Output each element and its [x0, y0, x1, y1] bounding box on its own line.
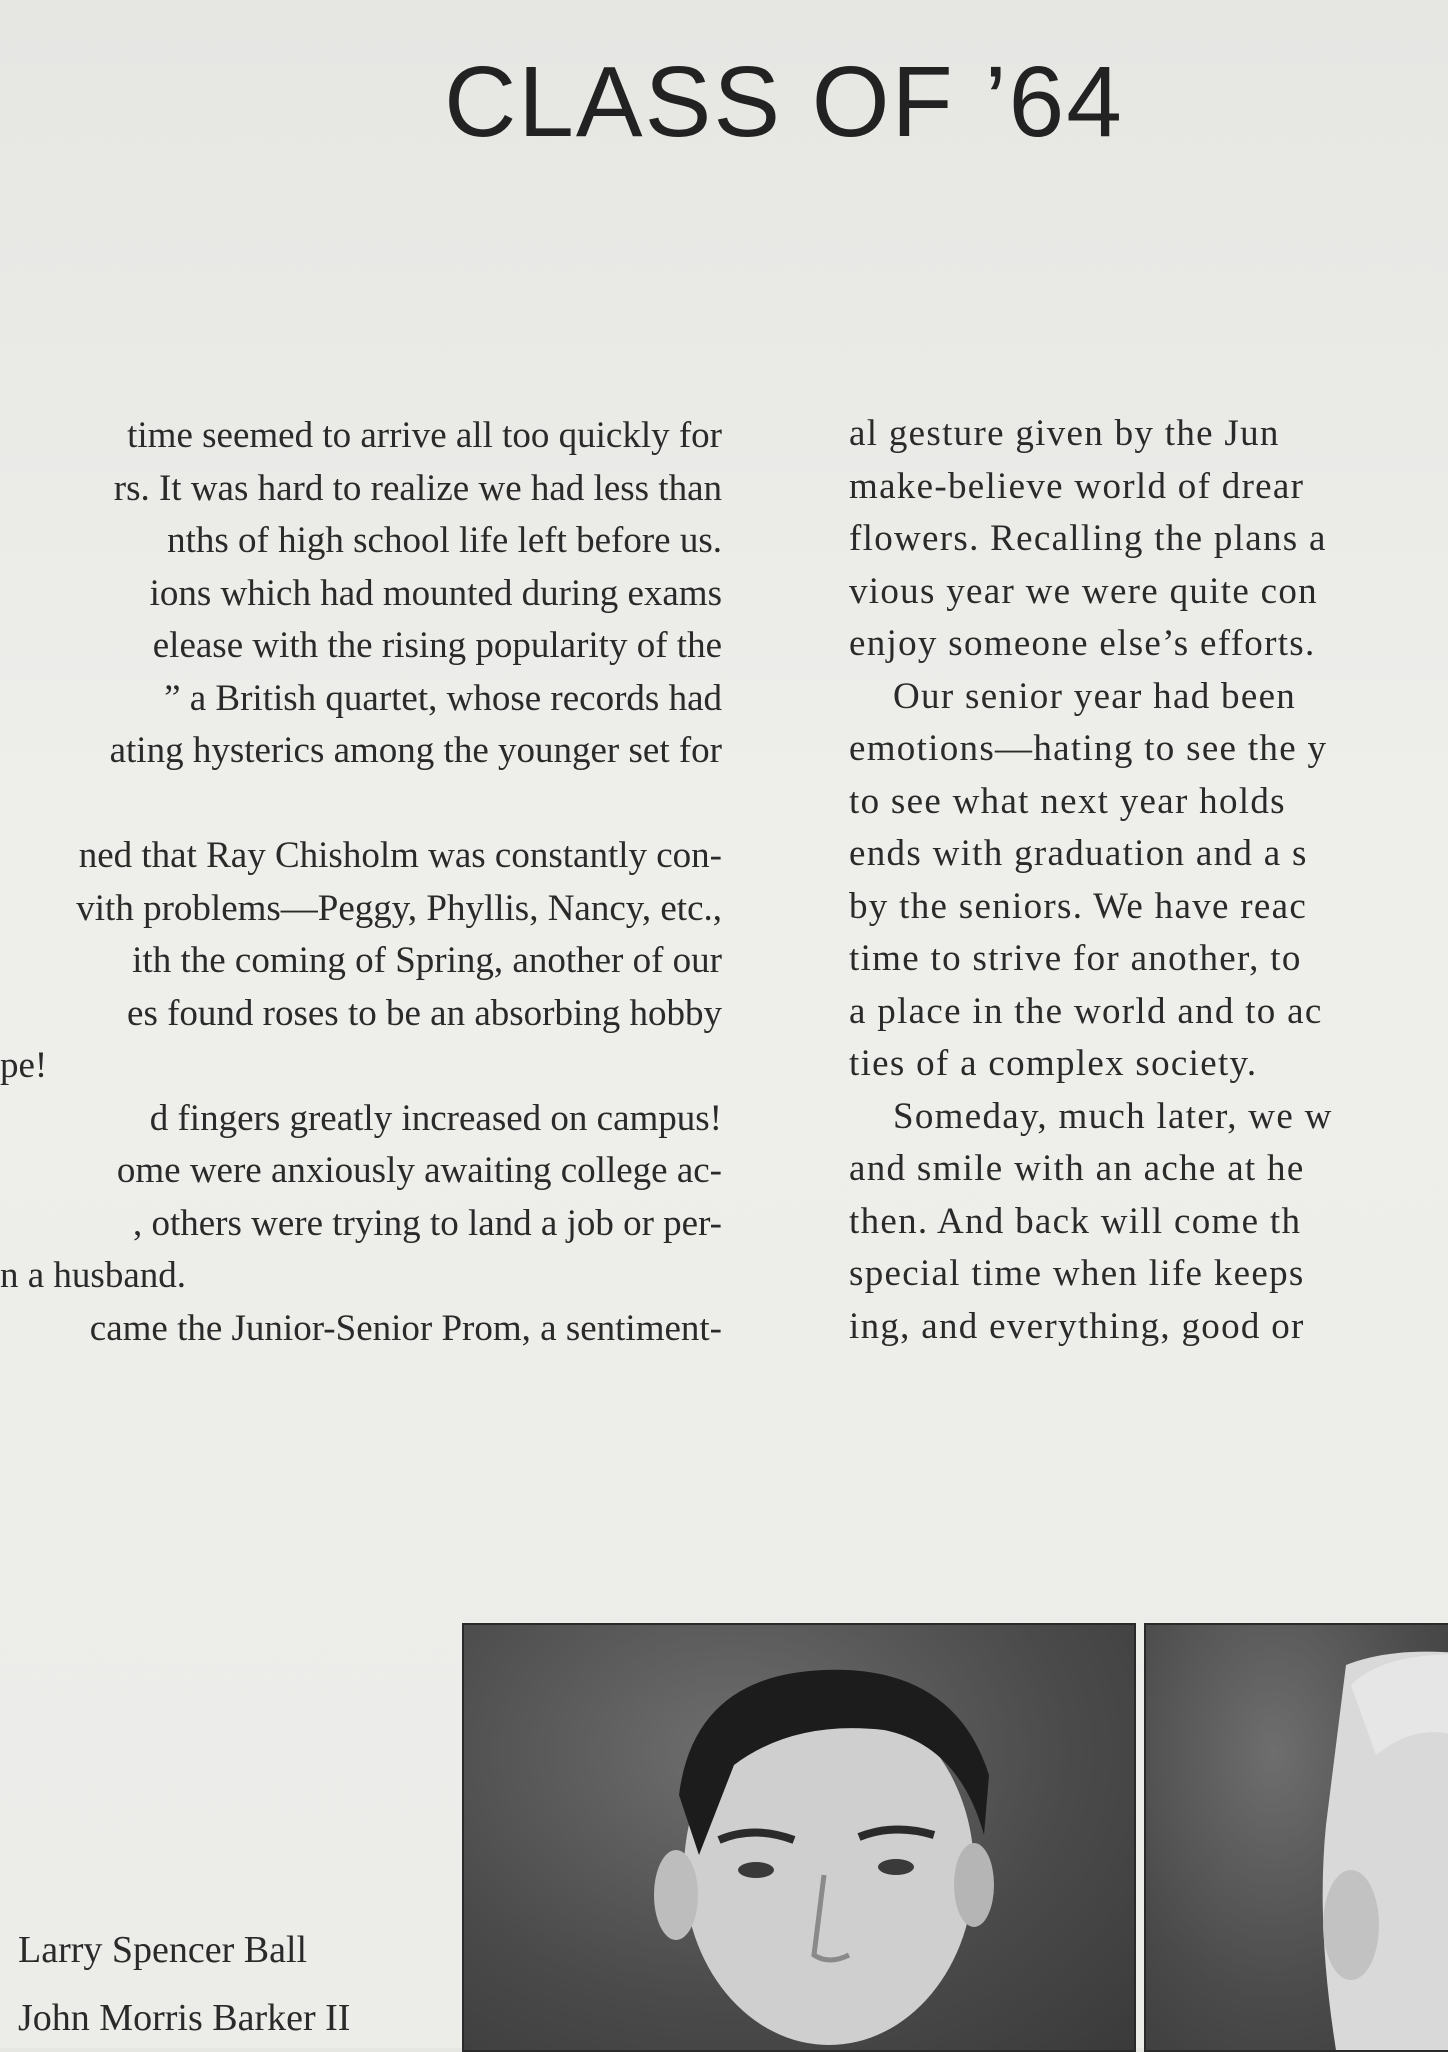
text-line: ” a British quartet, whose records had: [164, 677, 722, 719]
senior-name: John Morris Barker II: [18, 1997, 351, 2039]
text-line: es found roses to be an absorbing hobby: [127, 992, 722, 1034]
senior-names-list: [18, 1916, 350, 2052]
text-line: n a husband.: [0, 1255, 186, 1296]
text-line: special time when life keeps: [849, 1253, 1305, 1294]
senior-portrait-photo: [462, 1623, 1136, 2052]
text-line: al gesture given by the Jun: [849, 413, 1280, 454]
text-line: vious year we were quite con: [849, 570, 1318, 612]
text-line: and smile with an ache at he: [849, 1148, 1305, 1189]
text-line: then. And back will come th: [849, 1200, 1302, 1242]
text-line: enjoy someone else’s efforts.: [849, 623, 1316, 664]
text-line: to see what next year holds: [849, 780, 1286, 822]
text-line: emotions—hating to see the y: [849, 728, 1328, 769]
left-text-column: [0, 410, 722, 1355]
text-line: ions which had mounted during exams: [149, 572, 722, 614]
text-line: ith the coming of Spring, another of our: [132, 940, 722, 981]
text-line: came the Junior-Senior Prom, a sentiment-: [89, 1307, 722, 1349]
text-line: time to strive for another, to: [849, 938, 1302, 979]
text-line: nths of high school life left before us.: [167, 520, 722, 561]
text-line: Someday, much later, we w: [893, 1095, 1333, 1137]
text-line: Our senior year had been: [893, 675, 1297, 717]
page-title: CLASS OF ’64: [444, 46, 1124, 158]
text-line: a place in the world and to ac: [849, 990, 1323, 1032]
text-line: ties of a complex society.: [849, 1043, 1258, 1084]
text-line: pe!: [0, 1045, 48, 1086]
portrait-illustration: [1146, 1625, 1448, 2050]
text-line: ome were anxiously awaiting college ac-: [116, 1150, 722, 1191]
text-line: ned that Ray Chisholm was constantly con-: [78, 835, 722, 876]
portrait-illustration: [464, 1625, 1134, 2050]
senior-name: Larry Spencer Ball: [18, 1929, 308, 1971]
text-line: rs. It was hard to realize we had less than: [113, 467, 722, 509]
text-line: time seemed to arrive all too quickly for: [127, 415, 722, 456]
text-line: flowers. Recalling the plans a: [849, 518, 1327, 559]
text-line: d fingers greatly increased on campus!: [149, 1097, 722, 1139]
text-line: vith problems—Peggy, Phyllis, Nancy, etc.,: [76, 887, 722, 929]
senior-portrait-photo: [1144, 1623, 1448, 2052]
text-line: make-believe world of drear: [849, 465, 1305, 507]
text-line: ating hysterics among the younger set for: [109, 730, 722, 771]
right-text-column: [849, 408, 1448, 1353]
text-line: by the seniors. We have reac: [849, 885, 1308, 927]
text-line: ends with graduation and a s: [849, 833, 1308, 874]
text-line: [0, 778, 722, 831]
text-line: ing, and everything, good or: [849, 1305, 1305, 1347]
text-line: , others were trying to land a job or per-: [132, 1202, 722, 1244]
text-line: elease with the rising popularity of the: [152, 625, 722, 666]
